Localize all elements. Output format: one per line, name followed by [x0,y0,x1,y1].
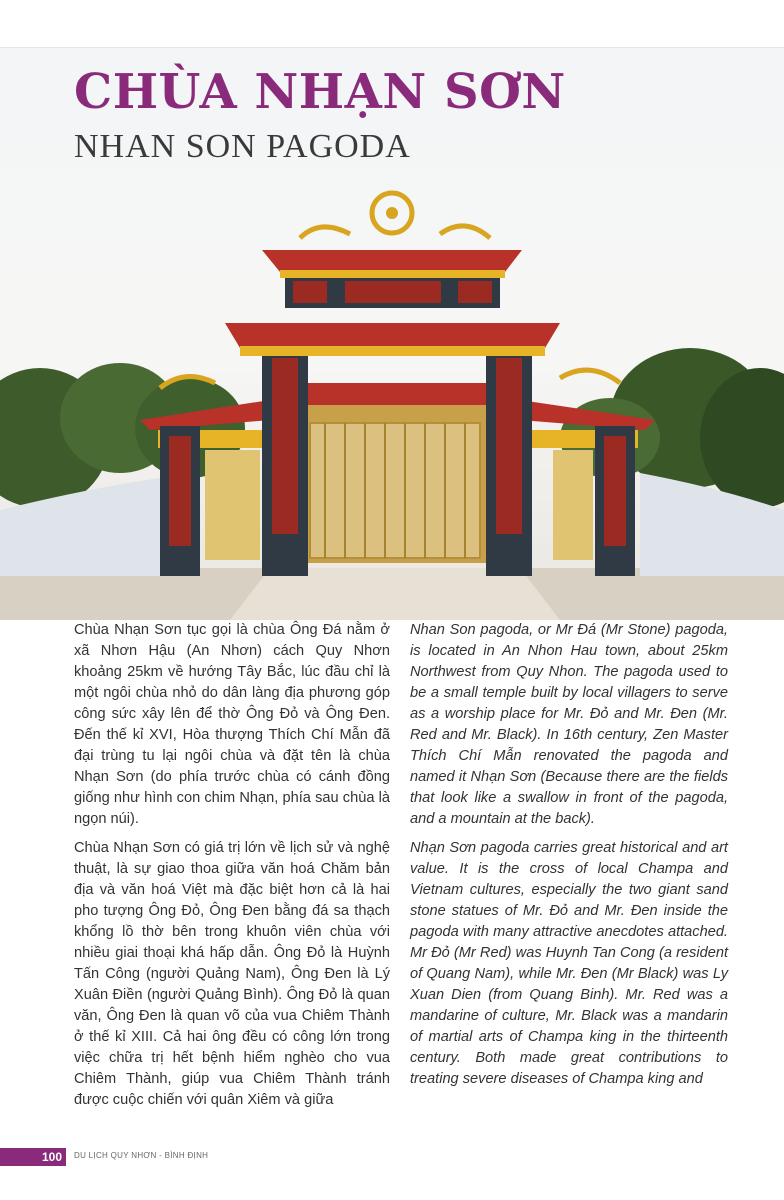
vietnamese-text-column [74,620,390,1119]
page-title-vietnamese: CHÙA NHẠN SƠN [74,64,566,120]
page-footer [0,1148,784,1166]
paragraph: Nhạn Sơn pagoda carries great historical and art value. It is the cross of local Champa and Vietnam cultures, especially the two giant sand stone statues of Mr. Đỏ and Mr. Đen inside the pagoda with many attractive anecdotes attached. Mr Đỏ (Mr Red) was Huynh Tan Cong (a resident of Quang Nam), while Mr. Đen (Mr Black) was Ly Xuan Dien (from Quang Binh). Mr. Red was a mandarine of culture, Mr. Black was a mandarin of martial arts of Champa king in the thirteenth century. Both made great contributions to treating severe diseases of Champa king and [410,840,728,1087]
publication-name: DU LỊCH QUY NHƠN - BÌNH ĐỊNH [74,1151,209,1160]
english-text-column [410,620,728,1098]
page-number: 100 [0,1148,66,1166]
paragraph: Chùa Nhạn Sơn có giá trị lớn về lịch sử và nghệ thuật, là sự giao thoa giữa văn hoá Chăm bản địa và văn hoá Việt mà đặc biệt hơn cả là hai pho tượng Ông Đỏ, Ông Đen bằng đá sa thạch khổng lồ thờ bên trong khuôn viên chùa với nhiều giai thoại khá hấp dẫn. Ông Đỏ là Huỳnh Tấn Công (người Quảng Nam), Ông Đen là Lý Xuân Điền (người Quảng Bình). Ông Đỏ là quan văn, Ông Đen là quan võ của vua Chiêm Thành ở thế kỉ XIII. Cả hai ông đều có công lớn trong việc chữa trị hết bệnh hiểm nghèo cho vua Chiêm Thành, giúp vua Chiêm Thành tránh được cuộc chiến với quân Xiêm và giữa [74,840,390,1108]
paragraph: Chùa Nhạn Sơn tục gọi là chùa Ông Đá nằm ở xã Nhơn Hậu (An Nhơn) cách Quy Nhơn khoảng 25km về hướng Tây Bắc, lúc đầu chỉ là một ngôi chùa nhỏ do dân làng địa phương góp công sức xây lên để thờ Ông Đỏ và Ông Đen. Đến thế kỉ XVI, Hòa thượng Thích Chí Mẫn đã đại trùng tu lại ngôi chùa và đặt tên là chùa Nhạn Sơn (do phía trước chùa có cánh đồng giống như hình con chim Nhạn, phía sau chùa là ngọn núi). [74,622,390,827]
gate-grille [310,423,480,558]
page-title-english: NHAN SON PAGODA [74,128,411,165]
top-margin [0,0,784,48]
paragraph: Nhan Son pagoda, or Mr Đá (Mr Stone) pagoda, is located in An Nhon Hau town, about 25km Northwest from Quy Nhon. The pagoda used to be a small temple built by local villagers to serve as a worship place for Mr. Đỏ and Mr. Đen (Mr. Red and Mr. Black). In 16th century, Zen Master Thích Chí Mẫn renovated the pagoda and named it Nhạn Sơn (Because there are the fields that look like a swallow in front of the pagoda, and a mountain at the back). [410,622,728,827]
